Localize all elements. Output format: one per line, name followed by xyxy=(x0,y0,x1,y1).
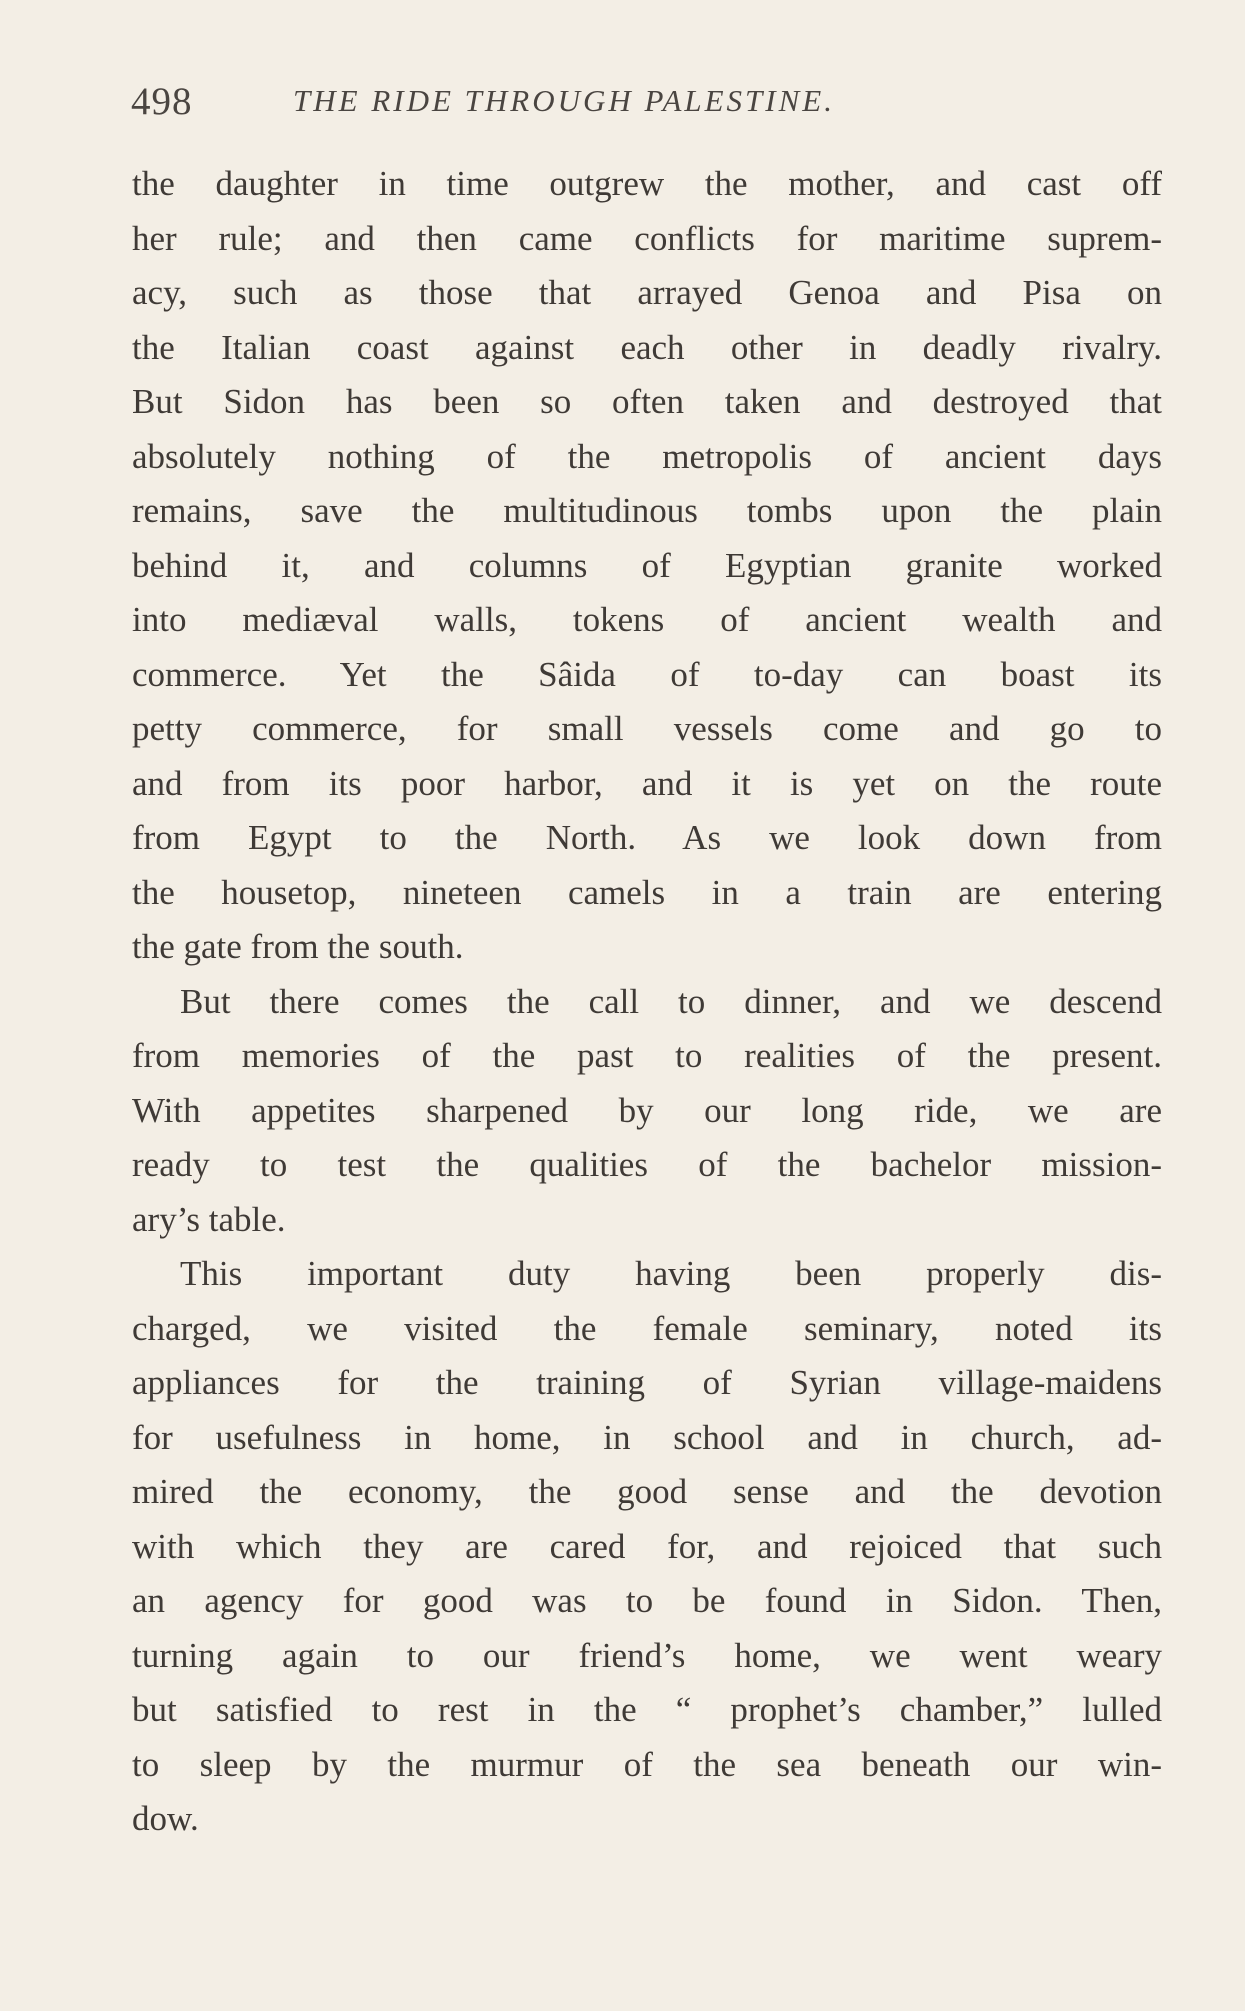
text-line: into mediæval walls, tokens of ancient wealth and xyxy=(132,600,1162,639)
text-line: behind it, and columns of Egyptian granite worked xyxy=(132,545,1162,585)
text-line: with which they are cared for, and rejoiced that such xyxy=(132,1526,1162,1566)
text-line: With appetites sharpened by our long ride, we are xyxy=(132,1090,1162,1130)
text-line: but satisfied to rest in the “ prophet’s chamber,” lulled xyxy=(132,1690,1162,1729)
page-header xyxy=(131,79,1161,139)
text-line: commerce. Yet the Sâida of to-day can boast its xyxy=(132,654,1162,694)
body-text xyxy=(132,157,1162,1847)
text-line: remains, save the multitudinous tombs upon the plain xyxy=(132,491,1162,530)
page-number: 498 xyxy=(131,80,193,123)
text-line: and from its poor harbor, and it is yet on the route xyxy=(132,763,1162,803)
text-line: her rule; and then came conflicts for maritime suprem- xyxy=(132,218,1162,258)
text-line: But Sidon has been so often taken and destroyed that xyxy=(132,382,1162,421)
paragraph-2 xyxy=(132,975,1162,1248)
text-line: dow. xyxy=(132,1799,199,1838)
text-line: an agency for good was to be found in Sidon. Then, xyxy=(132,1581,1162,1620)
text-line: turning again to our friend’s home, we went weary xyxy=(132,1635,1162,1675)
text-line: from Egypt to the North. As we look down from xyxy=(132,818,1162,857)
text-line: petty commerce, for small vessels come and go to xyxy=(132,709,1162,748)
text-line: for usefulness in home, in school and in church, ad- xyxy=(132,1417,1162,1457)
text-line: the housetop, nineteen camels in a train are entering xyxy=(132,872,1162,912)
text-line: to sleep by the murmur of the sea beneath our win- xyxy=(132,1744,1162,1784)
text-line: the gate from the south. xyxy=(132,927,464,966)
text-line: appliances for the training of Syrian village-maidens xyxy=(132,1363,1162,1402)
text-line: acy, such as those that arrayed Genoa and Pisa on xyxy=(132,273,1162,312)
text-line: the Italian coast against each other in deadly rivalry. xyxy=(132,327,1162,367)
text-line: charged, we visited the female seminary, noted its xyxy=(132,1308,1162,1348)
text-line: mired the economy, the good sense and the devotion xyxy=(132,1472,1162,1511)
text-line: from memories of the past to realities of the present. xyxy=(132,1036,1162,1075)
text-line: But there comes the call to dinner, and we descend xyxy=(180,981,1162,1021)
paragraph-3 xyxy=(132,1247,1162,1847)
text-line: absolutely nothing of the metropolis of ancient days xyxy=(132,436,1162,476)
running-title: THE RIDE THROUGH PALESTINE. xyxy=(293,83,835,118)
text-line: ready to test the qualities of the bachelor mission- xyxy=(132,1145,1162,1184)
text-line: This important duty having been properly dis- xyxy=(180,1254,1162,1293)
paragraph-1 xyxy=(132,157,1162,975)
text-line: the daughter in time outgrew the mother, and cast off xyxy=(132,164,1162,203)
text-line: ary’s table. xyxy=(132,1199,286,1239)
